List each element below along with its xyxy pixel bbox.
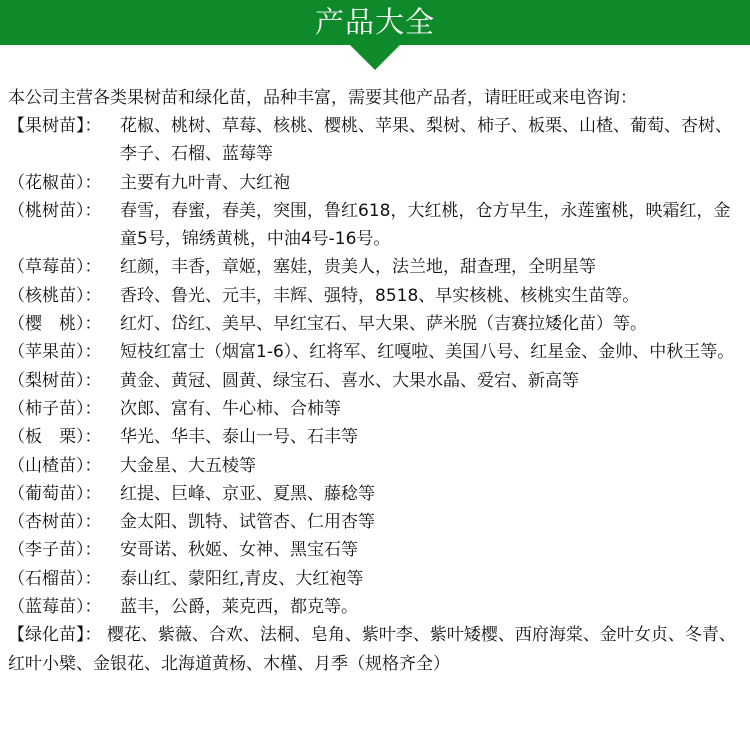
- product-category-label: （李子苗）：: [8, 540, 102, 561]
- product-category-label: （山楂苗）：: [8, 455, 102, 476]
- product-varieties: 短枝红富士（烟富1-6）、红将军、红嘎啦、美国八号、红星金、金帅、中秋王等。: [120, 342, 735, 363]
- product-row: [8, 536, 746, 564]
- product-varieties: 次郎、富有、牛心柿、合柿等: [120, 398, 341, 419]
- product-row: [8, 395, 746, 423]
- product-category-label: （核桃苗）：: [8, 285, 102, 306]
- product-row: [8, 621, 746, 678]
- product-category-label: （花椒苗）：: [8, 172, 102, 193]
- product-row: [8, 169, 746, 197]
- product-varieties: 主要有九叶青、大红袍: [120, 172, 290, 193]
- product-row: [8, 423, 746, 451]
- product-row: [8, 480, 746, 508]
- product-category-label: （蓝莓苗）：: [8, 597, 102, 618]
- product-row: [8, 565, 746, 593]
- product-varieties: 金太阳、凯特、试管杏、仁用杏等: [120, 512, 375, 533]
- product-varieties: 华光、华丰、泰山一号、石丰等: [120, 427, 358, 448]
- product-category-label: （苹果苗）：: [8, 342, 102, 363]
- product-varieties: 大金星、大五棱等: [120, 455, 256, 476]
- product-varieties: 黄金、黄冠、圆黄、绿宝石、喜水、大果水晶、爱宕、新高等: [120, 370, 579, 391]
- product-category-label: （葡萄苗）：: [8, 483, 102, 504]
- product-varieties: 樱花、紫薇、合欢、法桐、皂角、紫叶李、紫叶矮樱、西府海棠、金叶女贞、冬青、红叶小檗、金银花、北海道黄杨、木槿、月季（规格齐全）: [8, 625, 736, 674]
- product-category-label: 【果树苗】：: [8, 116, 102, 136]
- product-row: [8, 310, 746, 338]
- product-row: [8, 282, 746, 310]
- product-category-label: 【绿化苗】：: [8, 625, 102, 646]
- product-row: [8, 367, 746, 395]
- product-varieties: 红颜，丰香，章姬，塞娃，贵美人，法兰地，甜查理，全明星等: [120, 257, 596, 278]
- product-list: [8, 112, 746, 678]
- product-category-label: （桃树苗）：: [8, 200, 102, 221]
- product-varieties: 春雪，春蜜，春美，突围，鲁红618，大红桃，仓方早生，永莲蜜桃，映霜红，金童5号，锦绣黄桃，中油4号-16号。: [120, 200, 731, 250]
- product-varieties: 香玲、鲁光、元丰，丰辉、强特，8518、早实核桃、核桃实生苗等。: [120, 285, 640, 306]
- product-varieties: 泰山红、蒙阳红,青皮、大红袍等: [120, 568, 364, 589]
- product-varieties: 红灯、岱红、美早、早红宝石、早大果、萨米脱（吉赛拉矮化苗）等。: [120, 314, 647, 335]
- product-category-label: （杏树苗）：: [8, 512, 102, 533]
- product-category-label: （板 栗）：: [8, 427, 102, 448]
- page-title: 产品大全: [314, 5, 435, 39]
- product-category-label: （樱 桃）：: [8, 314, 102, 335]
- product-row: [8, 112, 746, 169]
- product-row: [8, 593, 746, 621]
- intro-text: 本公司主营各类果树苗和绿化苗，品种丰富，需要其他产品者，请旺旺或来电咨询：: [8, 88, 637, 108]
- header-banner: [0, 0, 750, 72]
- product-varieties: 红提、巨峰、京亚、夏黑、藤稔等: [120, 483, 375, 504]
- product-row: [8, 197, 746, 254]
- product-varieties: 安哥诺、秋姬、女神、黑宝石等: [120, 540, 358, 561]
- product-row: [8, 253, 746, 281]
- product-category-label: （草莓苗）：: [8, 257, 102, 278]
- product-varieties: 蓝丰，公爵，莱克西，都克等。: [120, 597, 358, 618]
- product-category-label: （柿子苗）：: [8, 398, 102, 419]
- product-category-label: （梨树苗）：: [8, 370, 102, 391]
- product-category-label: （石榴苗）：: [8, 568, 102, 589]
- product-row: [8, 452, 746, 480]
- product-row: [8, 508, 746, 536]
- product-row: [8, 338, 746, 366]
- product-varieties: 花椒、桃树、草莓、核桃、樱桃、苹果、梨树、柿子、板栗、山楂、葡萄、杏树、李子、石榴、蓝莓等: [120, 116, 732, 165]
